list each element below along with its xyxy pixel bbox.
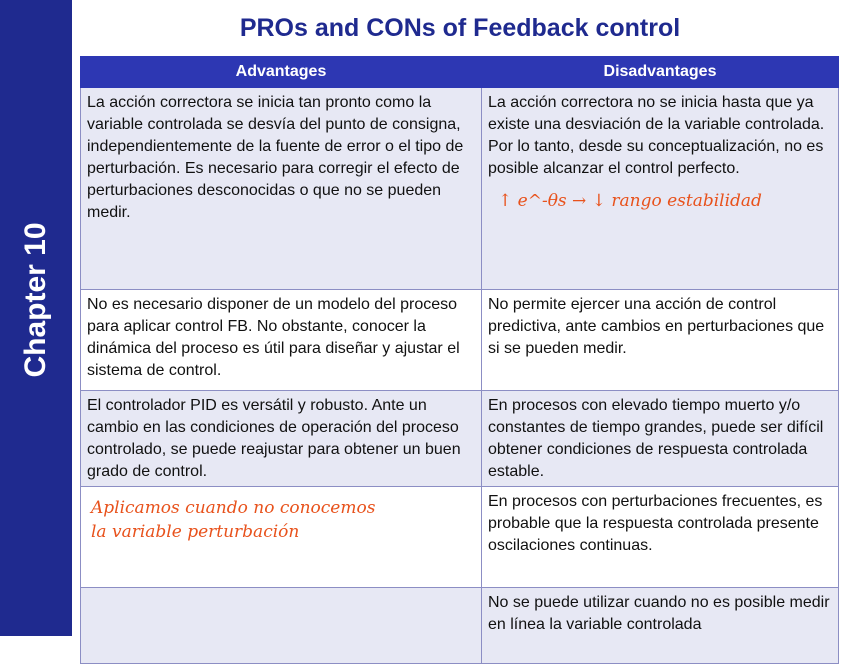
handwritten-ink [488, 180, 828, 214]
handwritten-annotation-usage-line1: Aplicamos cuando no conocemos [91, 498, 376, 518]
disadvantage-cell: En procesos con perturbaciones frecuentes, es probable que la respuesta controlada presente oscilaciones continuas. [482, 487, 839, 588]
disadvantage-cell: No se puede utilizar cuando no es posible medir en línea la variable controlada [482, 588, 839, 664]
table-row [81, 391, 839, 487]
table-row [81, 88, 839, 290]
disadvantage-cell: En procesos con elevado tiempo muerto y/o constantes de tiempo grandes, puede ser difícil obtener condiciones de respuesta controlada estable. [482, 391, 839, 487]
disadvantage-text: La acción correctora no se inicia hasta que ya existe una desviación de la variable controlada. Por lo tanto, desde su conceptualización, no es posible alcanzar el control perfecto. [488, 94, 825, 177]
table-header-row [81, 57, 839, 88]
advantage-cell [81, 588, 482, 664]
chapter-label: Chapter 10 [19, 222, 52, 378]
handwritten-annotation-stability [488, 180, 832, 214]
table-row [81, 588, 839, 664]
disadvantage-cell [482, 88, 839, 290]
handwritten-ink [87, 491, 467, 551]
chapter-sidebar [0, 0, 72, 636]
pros-cons-table [80, 56, 839, 664]
advantage-cell [81, 487, 482, 588]
advantage-cell: La acción correctora se inicia tan pronto como la variable controlada se desvía del punto de consigna, independientemente de la fuente de error o el tipo de perturbación. Es necesario para corregir el efecto de perturbaciones desconocidas o que no se pueden medir. [81, 88, 482, 290]
disadvantages-header: Disadvantages [482, 57, 839, 88]
advantages-header: Advantages [81, 57, 482, 88]
table-row [81, 290, 839, 391]
advantage-cell: No es necesario disponer de un modelo del proceso para aplicar control FB. No obstante, conocer la dinámica del proceso es útil para diseñar y ajustar el sistema de control. [81, 290, 482, 391]
advantage-cell: El controlador PID es versátil y robusto. Ante un cambio en las condiciones de operación del proceso controlado, se puede reajustar para obtener un buen grado de control. [81, 391, 482, 487]
disadvantage-cell: No permite ejercer una acción de control predictiva, ante cambios en perturbaciones que si se pueden medir. [482, 290, 839, 391]
handwritten-annotation-usage [87, 491, 475, 551]
table-row [81, 487, 839, 588]
handwritten-annotation-stability-text: ↑ e^-θs → ↓ rango estabilidad [498, 191, 762, 211]
handwritten-annotation-usage-line2: la variable perturbación [91, 522, 300, 542]
slide-title: PROs and CONs of Feedback control [239, 14, 681, 42]
